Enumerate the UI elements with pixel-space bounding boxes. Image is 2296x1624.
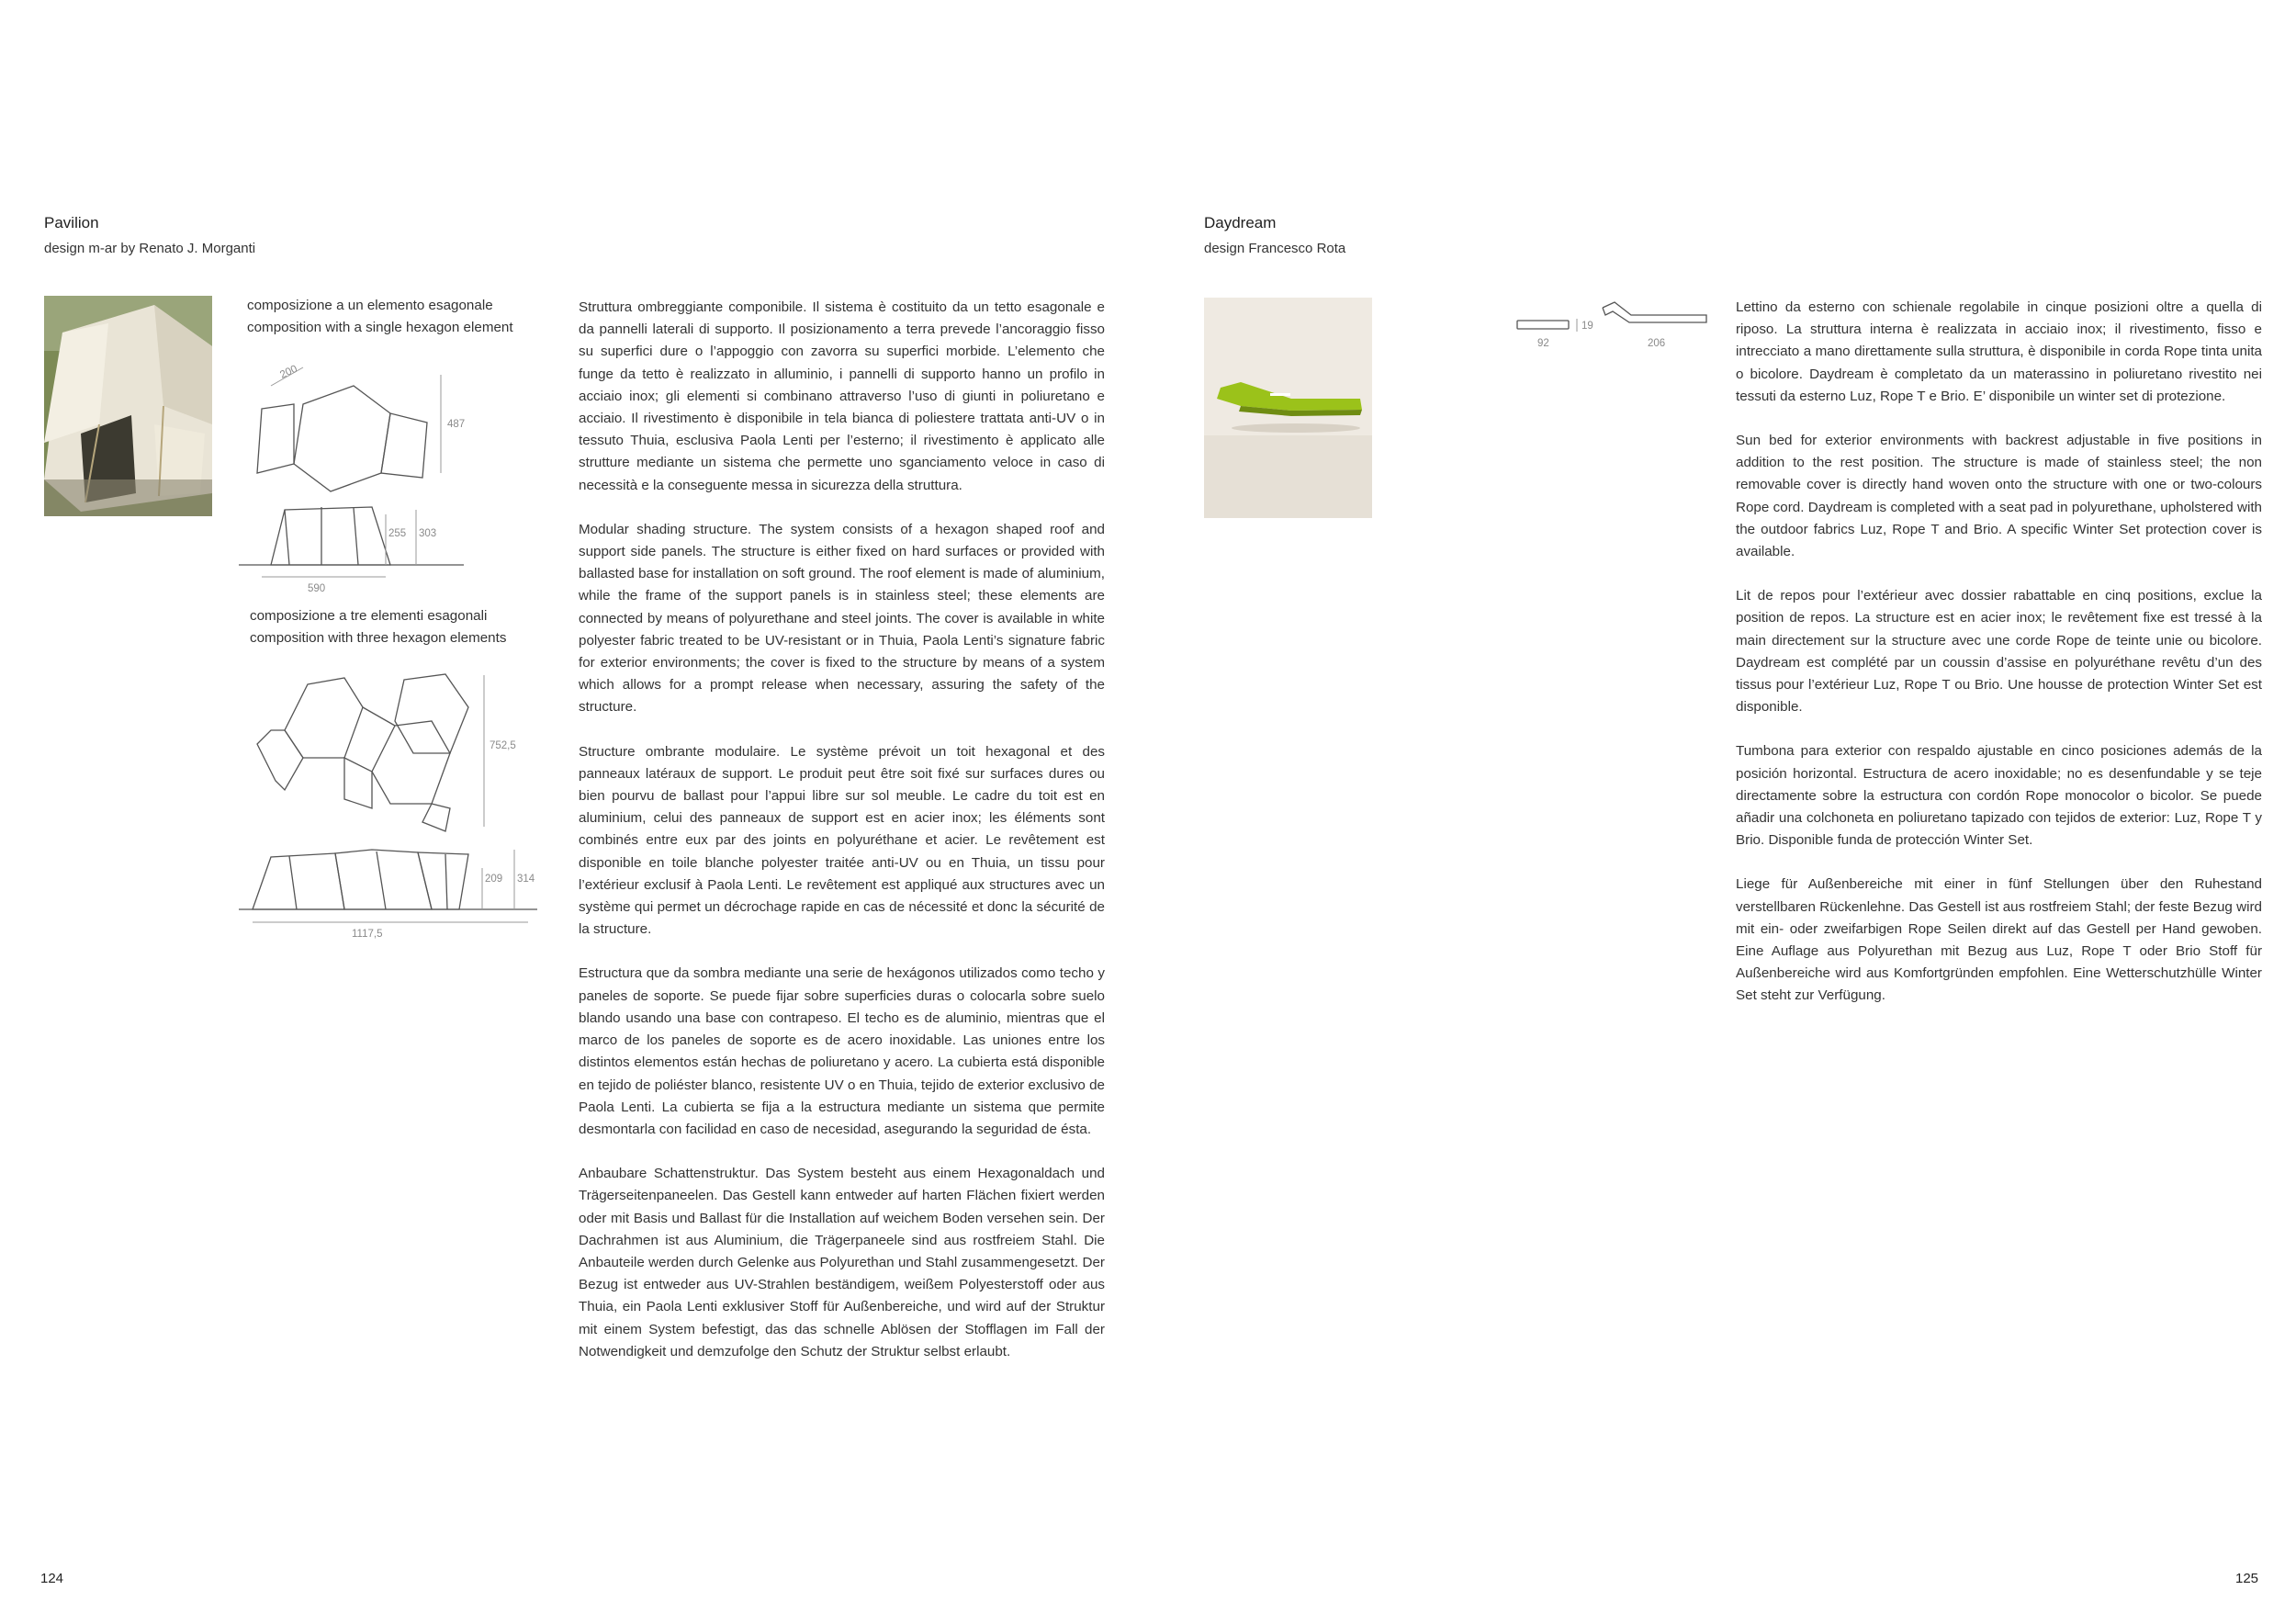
page-number-right: 125 [2235, 1571, 2259, 1586]
daydream-description [1736, 297, 2262, 1030]
dim-triple-h2: 314 [517, 874, 535, 885]
daydream-drawing [1514, 299, 1711, 354]
daydream-paragraph-es: Tumbona para exterior con respaldo ajustable en cinco posiciones además de la posición horizontal. Estructura de acero inoxidable; no es desenfundable y se teje directamente sobre la estructura con cordón Rope monocolor o bicolor. Se puede añadir una colchoneta en poliuretano tapizado con tejidos de exterior: Luz, Rope T y Brio. Disponible funda de protección Winter Set. [1736, 743, 2262, 849]
dim-single-width: 590 [308, 583, 326, 594]
pavilion-designer: design m-ar by Renato J. Morganti [44, 241, 256, 256]
dim-triple-height: 752,5 [490, 740, 516, 751]
triple-hexagon-elevation [239, 850, 537, 940]
caption-single-hexagon [247, 295, 513, 339]
triple-hexagon-plan [257, 674, 516, 831]
caption-single-it: composizione a un elemento esagonale [247, 298, 493, 313]
single-hexagon-plan [257, 363, 465, 597]
dim-single-h2: 303 [419, 528, 437, 539]
daydream-title: Daydream [1204, 214, 1277, 231]
single-hexagon-elevation [239, 507, 464, 594]
caption-triple-it: composizione a tre elementi esagonali [250, 608, 488, 624]
caption-three-hexagons [250, 605, 506, 649]
daydream-paragraph-en: Sun bed for exterior environments with backrest adjustable in five positions in addition to the rest position. The structure is made of stainless steel; the non removable cover is directly hand woven onto the structure with one or two-colours Rope cord. Daydream is completed with a seat pad in polyurethane, upholstered with the outdoor fabrics Luz, Rope T and Brio. A specific Winter Set protection cover is available. [1736, 433, 2262, 560]
dim-single-height: 487 [447, 419, 466, 430]
pavilion-description [579, 297, 1105, 1385]
dim-triple-width: 1117,5 [352, 929, 383, 940]
daydream-photo [1204, 298, 1372, 518]
pavilion-paragraph-fr: Structure ombrante modulaire. Le système prévoit un toit hexagonal et des panneaux latéraux de support. Le produit peut être soit fixé sur surfaces dures ou bien pourvu de ballast pour l’appui libre sur sol meuble. Le cadre du toit est en aluminium, celui des panneaux de support est en acier inox; les éléments sont combinés entre eux par des joints en polyuréthane et acier. Le revêtement est disponible en toile blanche polyester traitée anti-UV ou en Thuia, un tissu pour l’extérieur exclusif à Paola Lenti. Le revêtement est appliqué aux structures avec un système qui permet un décrochage rapide en cas de nécessité et donc la sécurité de la structure. [579, 743, 1105, 938]
triple-hexagon-drawing [234, 661, 551, 946]
dim-daydream-d2: 19 [1581, 321, 1593, 332]
caption-single-en: composition with a single hexagon element [247, 320, 513, 335]
pavilion-photo [44, 296, 212, 516]
dim-single-top: 200 [278, 363, 299, 381]
single-hexagon-drawing [234, 358, 473, 597]
daydream-designer: design Francesco Rota [1204, 241, 1346, 256]
pavilion-title: Pavilion [44, 214, 99, 231]
daydream-paragraph-fr: Lit de repos pour l’extérieur avec dossier rabattable en cinq positions, exclue la position de repos. La structure est en acier inox; le revêtement fixe est tressé à la main directement sur la structure avec une corde Rope de teinte unie ou bicolore. Daydream est complété par un coussin d’assise en polyuréthane revêtu d’un des tissus pour l’extérieur Luz, Rope T ou Brio. Une housse de protection Winter Set est disponible. [1736, 588, 2262, 716]
dim-daydream-d1: 92 [1537, 338, 1549, 349]
pavilion-paragraph-en: Modular shading structure. The system consists of a hexagon shaped roof and support side panels. The structure is either fixed on hard surfaces or provided with ballasted base for installation on soft ground. The roof element is made of aluminium, while the frame of the support panels is in stainless steel; these elements are connected by means of polyurethane and steel joints. The cover is available in white polyester fabric treated to be UV-resistant or in Thuia, Paola Lenti’s signature fabric for exterior environments; the cover is fixed to the structure by means of a system which allows for a prompt release when necessary, assuring the safety of the structure. [579, 521, 1105, 716]
daydream-paragraph-it: Lettino da esterno con schienale regolabile in cinque posizioni oltre a quella di riposo. La struttura interna è realizzata in acciaio inox; il rivestimento, fisso e intrecciato a mano direttamente sulla struttura, è disponibile in corda Rope tinta unita o bicolore. Daydream è completato da un materassino in poliuretano rivestito nei tessuti da esterno Luz, Rope T e Brio. E’ disponibile un winter set di protezione. [1736, 299, 2262, 404]
dim-triple-h1: 209 [485, 874, 503, 885]
dim-daydream-d3: 206 [1648, 338, 1666, 349]
caption-triple-en: composition with three hexagon elements [250, 630, 507, 646]
page-number-left: 124 [40, 1571, 64, 1586]
pavilion-paragraph-it: Struttura ombreggiante componibile. Il sistema è costituito da un tetto esagonale e da pannelli laterali di supporto. Il posizionamento a terra prevede l’ancoraggio fisso su superfici dure o l’appoggio con zavorra su superfici morbide. L’elemento che funge da tetto è realizzato in alluminio, i pannelli di supporto hanno un profilo in acciaio inox; gli elementi si combinano attraverso l’uso di giunti in poliuretano e acciaio. Il rivestimento è disponibile in tela bianca di poliestere trattata anti-UV o in tessuto Thuia, esclusiva Paola Lenti per l’esterno; il rivestimento è applicato alle strutture mediante un sistema che permette uno sganciamento veloce in caso di necessità e la conseguente messa in sicurezza della struttura. [579, 299, 1105, 493]
daydream-paragraph-de: Liege für Außenbereiche mit einer in fünf Stellungen über den Ruhestand verstellbaren Rückenlehne. Das Gestell ist aus rostfreiem Stahl; der feste Bezug wird mit ein- oder zweifarbigen Rope Seilen direkt auf das Gestell per Hand gewoben. Eine Auflage aus Polyurethan mit Bezug aus Luz, Rope T oder Brio Stoff für Außenbereiche wird aus Komfortgründen empfohlen. Eine Wetterschutzhülle Winter Set steht zur Verfügung. [1736, 876, 2262, 1004]
dim-single-h1: 255 [388, 528, 407, 539]
pavilion-paragraph-es: Estructura que da sombra mediante una serie de hexágonos utilizados como techo y paneles de soporte. Se puede fijar sobre superficies duras o colocarla sobre suelo blando usando una base con contrapeso. El techo es de aluminio, mientras que el marco de los paneles de soporte es de acero inoxidable. Las uniones entre los distintos elementos están hechas de poliuretano y acero. La cubierta está disponible en tejido de poliéster blanco, resistente UV o en Thuia, tejido de exterior exclusivo de Paola Lenti. La cubierta se fija a la estructura mediante un sistema que permite desmontarla con facilidad en caso de necesidad, asegurando la seguridad de ésta. [579, 965, 1105, 1137]
pavilion-paragraph-de: Anbaubare Schattenstruktur. Das System besteht aus einem Hexagonaldach und Trägerseitenpaneelen. Das Gestell kann entweder auf harten Flächen fixiert werden oder mit Basis und Ballast für die Installation auf weichem Boden versehen sein. Der Dachrahmen ist aus Aluminium, die Trägerpaneele sind aus rostfreiem Stahl. Die Anbauteile werden durch Gelenke aus Polyurethan und Stahl zusammengesetzt. Der Bezug ist entweder aus UV-Strahlen beständigem, weißem Polyesterstoff oder aus Thuia, ein Paola Lenti exklusiver Stoff für Außenbereiche, und wird auf der Struktur mit einem System befestigt, das das schnelle Ablösen der Stofflagen im Fall der Notwendigkeit und demzufolge den Schutz der Struktur selbst erlaubt. [579, 1166, 1105, 1359]
